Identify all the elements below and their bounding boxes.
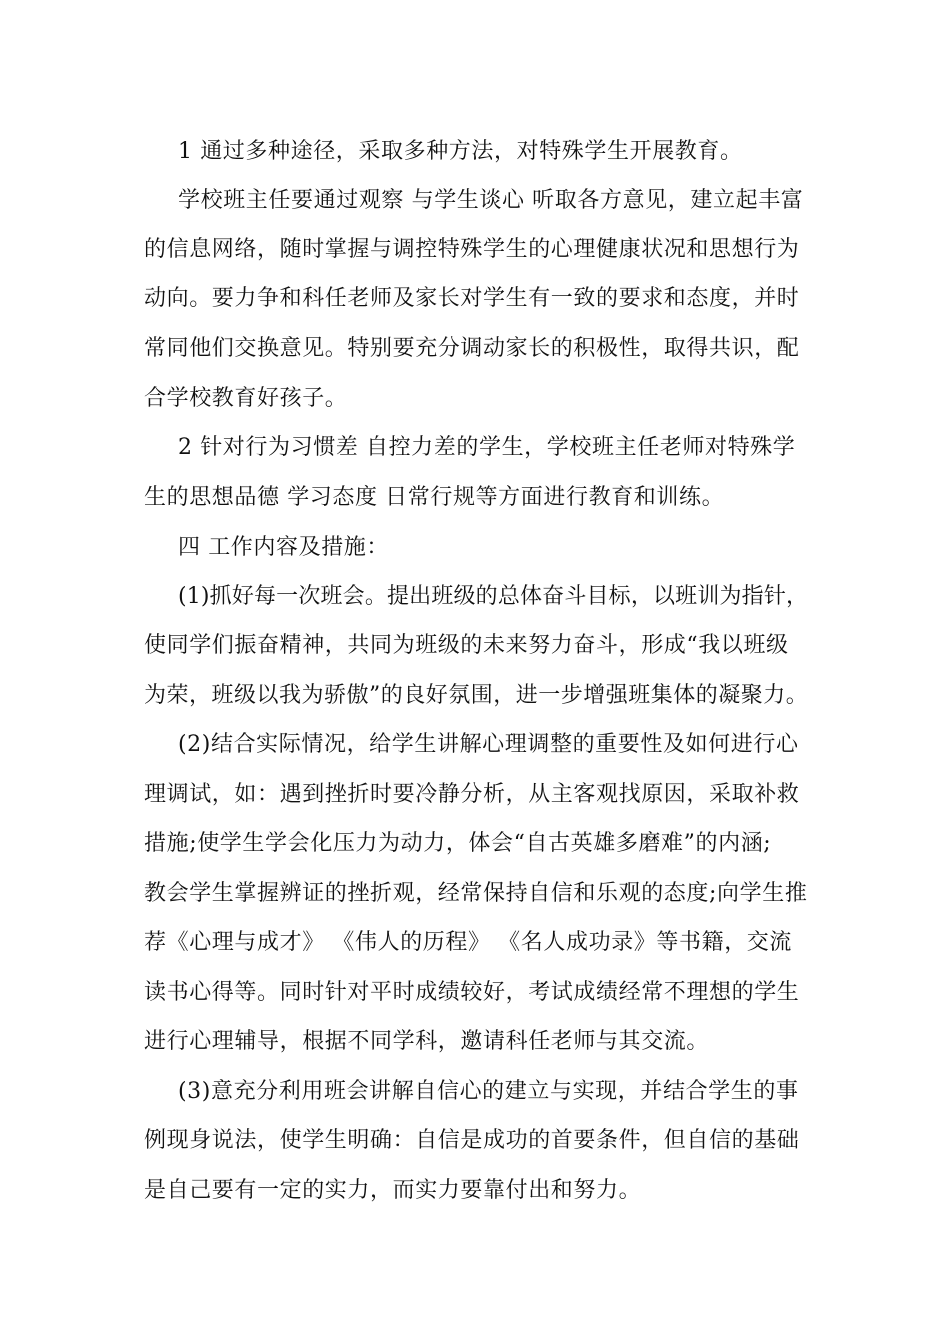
text-line: 2 针对行为习惯差 自控力差的学生，学校班主任老师对特殊学	[178, 435, 796, 460]
text-line: (2)结合实际情况，给学生讲解心理调整的重要性及如何进行心	[178, 732, 799, 757]
text-line: 措施;使学生学会化压力为动力，体会“自古英雄多磨难”的内涵;	[144, 831, 772, 856]
text-line: 为荣，班级以我为骄傲”的良好氛围，进一步增强班集体的凝聚力。	[144, 683, 809, 708]
text-line: 生的思想品德 学习态度 日常行规等方面进行教育和训练。	[144, 485, 725, 510]
text-line: 是自己要有一定的实力，而实力要靠付出和努力。	[144, 1178, 642, 1203]
text-line: 理调试，如：遇到挫折时要冷静分析，从主客观找原因，采取补救	[144, 782, 800, 807]
text-line: (1)抓好每一次班会。提出班级的总体奋斗目标，以班训为指针，	[178, 584, 809, 609]
text-line: 例现身说法，使学生明确：自信是成功的首要条件，但自信的基础	[144, 1128, 800, 1153]
text-line: 荐《心理与成才》 《伟人的历程》 《名人成功录》等书籍，交流	[144, 930, 792, 955]
text-line: 教会学生掌握辨证的挫折观，经常保持自信和乐观的态度;向学生推	[144, 881, 808, 906]
text-line: 动向。要力争和科任老师及家长对学生有一致的要求和态度，并时	[144, 286, 800, 311]
section-heading: 四 工作内容及措施：	[178, 535, 389, 560]
text-line: 常同他们交换意见。特别要充分调动家长的积极性，取得共识，配	[144, 336, 800, 361]
text-line: 读书心得等。同时针对平时成绩较好，考试成绩经常不理想的学生	[144, 980, 800, 1005]
text-line: 1 通过多种途径，采取多种方法，对特殊学生开展教育。	[178, 139, 743, 164]
text-line: (3)意充分利用班会讲解自信心的建立与实现，并结合学生的事	[178, 1079, 799, 1104]
text-line: 的信息网络，随时掌握与调控特殊学生的心理健康状况和思想行为	[144, 237, 800, 262]
text-line: 合学校教育好孩子。	[144, 386, 348, 411]
text-line: 学校班主任要通过观察 与学生谈心 听取各方意见，建立起丰富	[178, 188, 804, 213]
text-line: 进行心理辅导，根据不同学科，邀请科任老师与其交流。	[144, 1029, 710, 1054]
text-line: 使同学们振奋精神，共同为班级的未来努力奋斗，形成“我以班级	[144, 633, 789, 658]
